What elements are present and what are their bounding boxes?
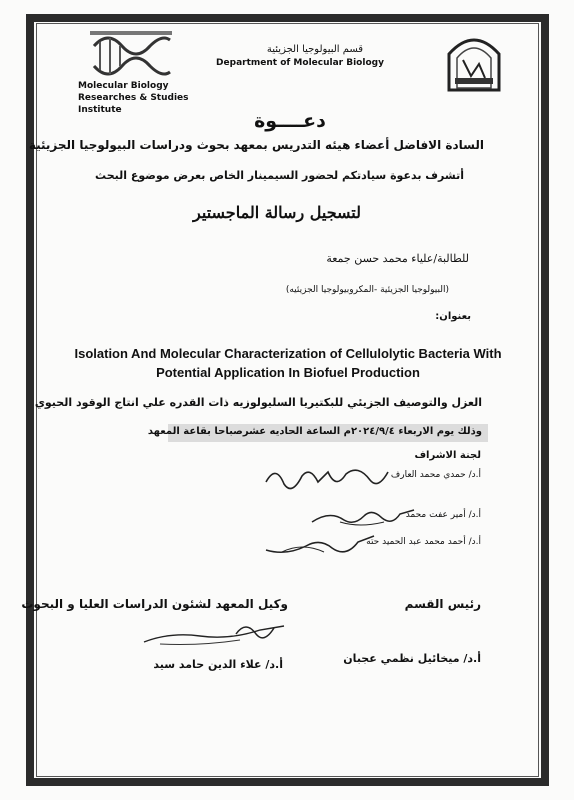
institute-name: Molecular Biology Researches & Studies Institute: [78, 81, 189, 115]
committee-member: أ.د/ حمدي محمد العارف: [390, 470, 481, 480]
vice-dean-name: أ.د/ علاء الدين حامد سيد: [153, 658, 283, 671]
program-name: (البيولوجيا الجزيئية -المكروبيولوجيا الجزيئيه): [285, 285, 449, 295]
salutation-line: السادة الافاضل أعضاء هيئه التدريس بمعهد بحوث ودراسات البيولوجيا الجزيئية: [28, 138, 484, 152]
invitation-line: أتشرف بدعوة سيادتكم لحضور السيمينار الخاص بعرض موضوع البحث: [95, 169, 464, 182]
committee-member: أ.د/ أحمد محمد عبد الحميد حته: [366, 537, 481, 547]
institute-logo-icon: [86, 28, 176, 88]
signature-member-2: [310, 500, 420, 530]
university-logo-icon: [443, 30, 505, 92]
seminar-date: وذلك يوم الاربعاء ٢٠٢٤/٩/٤م الساعة الحاديه عشرصباحا بقاعة المعهد: [147, 426, 482, 437]
invitation-title: دعــــوة: [254, 110, 326, 132]
vice-dean-title: وكيل المعهد لشئون الدراسات العليا و البحوث: [21, 597, 288, 611]
thesis-title-en: Isolation And Molecular Characterization of Cellulolytic Bacteria With Potential Application In Biofuel Production: [74, 346, 502, 380]
department-head-name: أ.د/ ميخائيل نظمي عجبان: [343, 652, 481, 665]
department-head-title: رئيس القسم: [404, 597, 481, 611]
signature-vice-dean: [140, 618, 290, 652]
thesis-title-ar: العزل والتوصيف الجزيئي للبكتيريا السليولوزيه ذات القدره علي انتاج الوقود الحيوي: [34, 396, 482, 409]
title-label: بعنوان:: [435, 311, 471, 322]
student-name: للطالبة/علياء محمد حسن جمعة: [326, 252, 469, 265]
department-name-en: Department of Molecular Biology: [216, 58, 384, 68]
signature-member-1: [262, 462, 392, 498]
department-name-ar: قسم البيولوجيا الجزيئية: [266, 44, 364, 55]
signature-member-3: [262, 528, 382, 560]
committee-label: لجنة الاشراف: [414, 450, 481, 461]
committee-member: أ.د/ أمير عفت محمد: [405, 510, 481, 520]
seminar-topic: لتسجيل رسالة الماجستير: [193, 203, 361, 222]
